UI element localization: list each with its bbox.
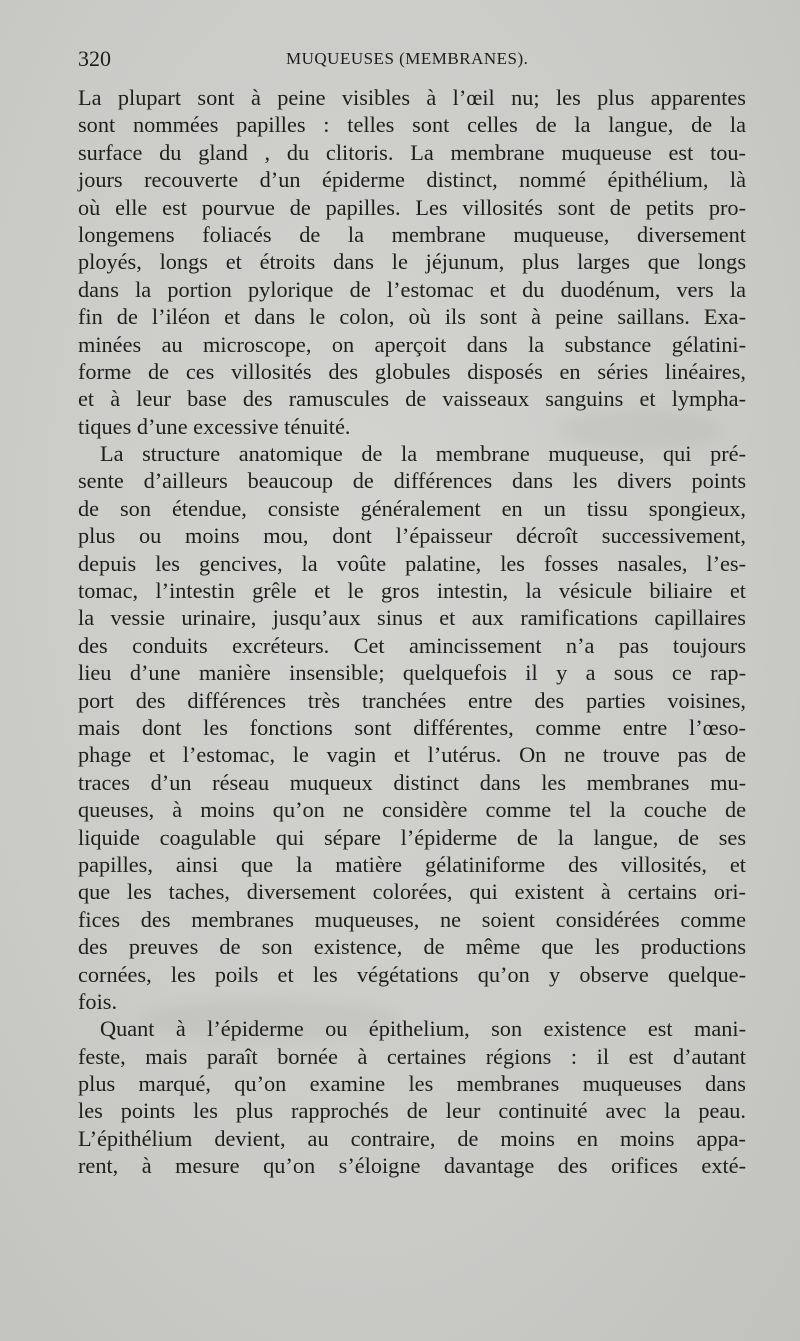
text-line: cornées, les poils et les végétations qu’on y observe quelque- (78, 961, 746, 987)
paragraph (78, 84, 746, 440)
text-line: Quant à l’épiderme ou épithelium, son existence est mani- (100, 1016, 746, 1042)
text-line: feste, mais paraît bornée à certaines régions : il est d’autant (78, 1043, 746, 1069)
text-line: L’épithélium devient, au contraire, de moins en moins appa- (78, 1125, 746, 1151)
body-text (78, 84, 746, 1180)
text-line: depuis les gencives, la voûte palatine, les fosses nasales, l’es- (78, 550, 746, 576)
text-line: tiques d’une excessive ténuité. (78, 413, 351, 439)
text-line: queuses, à moins qu’on ne considère comme tel la couche de (78, 797, 746, 823)
text-line: minées au microscope, on aperçoit dans la substance gélatini- (78, 331, 746, 357)
text-line: des conduits excréteurs. Cet amincissement n’a pas toujours (78, 632, 746, 658)
paragraph (78, 1015, 746, 1179)
text-line: jours recouverte d’un épiderme distinct, nommé épithélium, là (78, 167, 746, 193)
text-line: sont nommées papilles : telles sont celles de la langue, de la (78, 112, 746, 138)
text-line: de son étendue, consiste généralement en un tissu spongieux, (78, 495, 746, 521)
text-line: plus ou moins mou, dont l’épaisseur décroît successivement, (78, 523, 746, 549)
text-line: phage et l’estomac, le vagin et l’utérus. On ne trouve pas de (78, 742, 746, 768)
text-line: liquide coagulable qui sépare l’épiderme de la langue, de ses (78, 824, 746, 850)
text-line: papilles, ainsi que la matière gélatiniforme des villosités, et (78, 851, 746, 877)
text-line: fices des membranes muqueuses, ne soient considérées comme (78, 906, 746, 932)
text-line: surface du gland , du clitoris. La membrane muqueuse est tou- (78, 139, 746, 165)
text-line: des preuves de son existence, de même que les productions (78, 934, 746, 960)
text-line: ployés, longs et étroits dans le jéjunum, plus larges que longs (78, 249, 746, 275)
text-line: où elle est pourvue de papilles. Les villosités sont de petits pro- (78, 194, 746, 220)
paragraph (78, 440, 746, 1015)
text-line: lieu d’une manière insensible; quelquefois il y a sous ce rap- (78, 660, 746, 686)
text-line: tomac, l’intestin grêle et le gros intestin, la vésicule biliaire et (78, 578, 746, 604)
text-line: fin de l’iléon et dans le colon, où ils sont à peine saillans. Exa- (78, 304, 746, 330)
text-line: les points les plus rapprochés de leur continuité avec la peau. (78, 1098, 746, 1124)
text-line: rent, à mesure qu’on s’éloigne davantage des orifices exté- (78, 1153, 746, 1179)
page-header (78, 46, 748, 76)
text-line: fois. (78, 988, 118, 1014)
text-line: La plupart sont à peine visibles à l’œil nu; les plus apparentes (78, 85, 746, 110)
text-line: plus marqué, qu’on examine les membranes muqueuses dans (78, 1071, 746, 1097)
text-line: dans la portion pylorique de l’estomac et du duodénum, vers la (78, 276, 746, 302)
text-line: La structure anatomique de la membrane muqueuse, qui pré- (100, 441, 746, 467)
text-line: longemens foliacés de la membrane muqueuse, diversement (78, 221, 746, 247)
text-line: la vessie urinaire, jusqu’aux sinus et aux ramifications capillaires (78, 605, 746, 631)
text-line: forme de ces villosités des globules disposés en séries linéaires, (78, 358, 746, 384)
text-line: et à leur base des ramuscules de vaisseaux sanguins et lympha- (78, 386, 746, 412)
text-line: que les taches, diversement colorées, qui existent à certains ori- (78, 879, 746, 905)
text-line: sente d’ailleurs beaucoup de différences dans les divers points (78, 468, 746, 494)
text-line: traces d’un réseau muqueux distinct dans les membranes mu- (78, 769, 746, 795)
text-line: mais dont les fonctions sont différentes, comme entre l’œso- (78, 714, 746, 740)
page-number: 320 (78, 46, 111, 71)
text-line: port des différences très tranchées entre des parties voisines, (78, 687, 746, 713)
running-head: MUQUEUSES (MEMBRANES). (286, 49, 529, 68)
